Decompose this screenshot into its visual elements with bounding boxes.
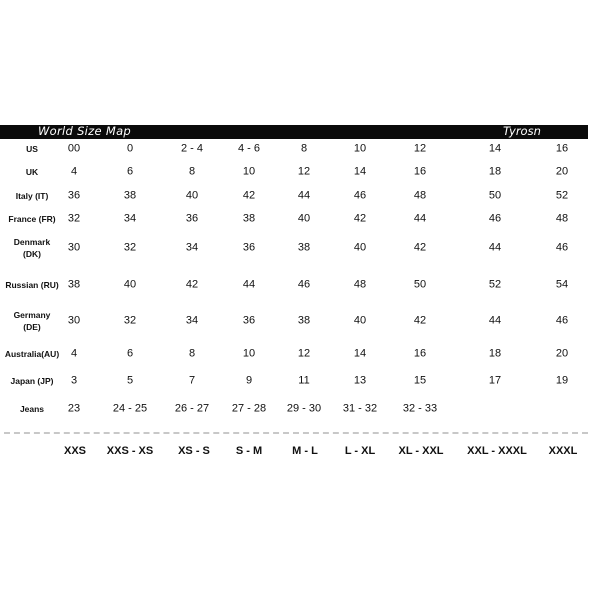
row-label: Australia(AU) xyxy=(4,349,60,359)
size-cell: 31 - 32 xyxy=(342,402,378,415)
size-cell: 42 xyxy=(242,189,256,202)
size-cell: 26 - 27 xyxy=(174,402,210,415)
size-cell: 34 xyxy=(123,212,137,225)
row-label: Jeans xyxy=(19,404,45,414)
size-label: M - L xyxy=(292,445,318,457)
size-cell: 46 xyxy=(353,189,367,202)
size-cell: 38 xyxy=(123,189,137,202)
size-cell: 48 xyxy=(413,189,427,202)
row-label: France (FR) xyxy=(8,214,56,224)
size-cell: 6 xyxy=(126,347,134,360)
size-cell: 4 xyxy=(70,347,78,360)
size-cell: 52 xyxy=(488,278,502,291)
size-cell: 12 xyxy=(297,165,311,178)
size-label: XXS xyxy=(63,445,86,457)
size-cell: 12 xyxy=(297,347,311,360)
size-cell: 32 xyxy=(123,314,137,327)
size-cell: 10 xyxy=(242,347,256,360)
size-cell: 36 xyxy=(67,189,81,202)
size-label: XXS - XS xyxy=(106,445,154,457)
size-cell: 30 xyxy=(67,314,81,327)
size-cell: 5 xyxy=(126,374,134,387)
size-cell: 29 - 30 xyxy=(286,402,322,415)
size-cell: 18 xyxy=(488,347,502,360)
size-label: XS - S xyxy=(178,445,210,457)
size-cell: 42 xyxy=(353,212,367,225)
size-cell: 32 xyxy=(67,212,81,225)
size-cell: 36 xyxy=(242,314,256,327)
size-cell: 34 xyxy=(185,241,199,254)
size-cell: 34 xyxy=(185,314,199,327)
size-cell: 36 xyxy=(242,241,256,254)
size-cell: 11 xyxy=(298,374,310,387)
size-cell: 46 xyxy=(555,241,569,254)
size-cell: 15 xyxy=(413,374,427,387)
size-cell: 16 xyxy=(413,165,427,178)
size-cell: 23 xyxy=(67,402,81,415)
chart-title: World Size Map xyxy=(38,124,132,138)
size-cell: 14 xyxy=(353,347,367,360)
size-cell: 38 xyxy=(67,278,81,291)
size-cell: 4 - 6 xyxy=(237,142,260,155)
size-cell: 14 xyxy=(353,165,367,178)
size-cell: 00 xyxy=(67,142,81,155)
size-cell: 30 xyxy=(67,241,81,254)
size-cell: 38 xyxy=(242,212,256,225)
size-cell: 44 xyxy=(242,278,256,291)
size-cell: 12 xyxy=(413,142,427,155)
size-cell: 8 xyxy=(188,165,196,178)
size-cell: 2 - 4 xyxy=(180,142,203,155)
size-cell: 14 xyxy=(488,142,502,155)
row-label: Germany (DE) xyxy=(13,310,51,332)
size-cell: 44 xyxy=(488,241,502,254)
size-cell: 46 xyxy=(555,314,569,327)
size-cell: 17 xyxy=(488,374,502,387)
size-cell: 20 xyxy=(555,347,569,360)
size-cell: 48 xyxy=(353,278,367,291)
size-cell: 10 xyxy=(353,142,367,155)
size-cell: 44 xyxy=(413,212,427,225)
row-label: US xyxy=(26,144,38,154)
size-cell: 6 xyxy=(126,165,134,178)
size-cell: 10 xyxy=(242,165,256,178)
size-cell: 16 xyxy=(413,347,427,360)
row-label: Italy (IT) xyxy=(15,191,49,201)
size-cell: 18 xyxy=(488,165,502,178)
size-cell: 32 xyxy=(123,241,137,254)
size-cell: 38 xyxy=(297,241,311,254)
size-cell: 16 xyxy=(555,142,569,155)
size-label: S - M xyxy=(235,445,263,457)
size-cell: 19 xyxy=(555,374,569,387)
size-cell: 40 xyxy=(123,278,137,291)
size-cell: 48 xyxy=(555,212,569,225)
size-cell: 24 - 25 xyxy=(112,402,148,415)
row-label: UK xyxy=(25,167,39,177)
size-cell: 9 xyxy=(245,374,253,387)
size-label: XXXL xyxy=(548,445,578,457)
divider xyxy=(4,432,588,434)
size-cell: 3 xyxy=(70,374,78,387)
size-cell: 4 xyxy=(70,165,78,178)
row-label: Russian (RU) xyxy=(5,280,59,290)
size-cell: 40 xyxy=(353,241,367,254)
size-cell: 50 xyxy=(413,278,427,291)
size-cell: 46 xyxy=(488,212,502,225)
size-cell: 42 xyxy=(413,241,427,254)
size-cell: 8 xyxy=(300,142,308,155)
size-label: L - XL xyxy=(344,445,376,457)
size-cell: 44 xyxy=(297,189,311,202)
size-cell: 32 - 33 xyxy=(402,402,438,415)
size-cell: 0 xyxy=(126,142,134,155)
size-cell: 54 xyxy=(555,278,569,291)
row-label: Denmark (DK) xyxy=(13,237,51,259)
size-label: XL - XXL xyxy=(398,445,444,457)
size-cell: 7 xyxy=(188,374,196,387)
row-label: Japan (JP) xyxy=(10,376,54,386)
size-cell: 42 xyxy=(185,278,199,291)
size-cell: 8 xyxy=(188,347,196,360)
size-label: XXL - XXXL xyxy=(467,445,527,457)
header-bar xyxy=(0,125,588,139)
size-cell: 38 xyxy=(297,314,311,327)
size-cell: 46 xyxy=(297,278,311,291)
size-cell: 36 xyxy=(185,212,199,225)
brand-name: Tyrosn xyxy=(503,124,541,138)
size-cell: 40 xyxy=(297,212,311,225)
size-cell: 13 xyxy=(353,374,367,387)
size-cell: 50 xyxy=(488,189,502,202)
size-cell: 44 xyxy=(488,314,502,327)
size-cell: 20 xyxy=(555,165,569,178)
size-cell: 27 - 28 xyxy=(231,402,267,415)
size-cell: 40 xyxy=(185,189,199,202)
size-cell: 52 xyxy=(555,189,569,202)
size-cell: 42 xyxy=(413,314,427,327)
size-cell: 40 xyxy=(353,314,367,327)
